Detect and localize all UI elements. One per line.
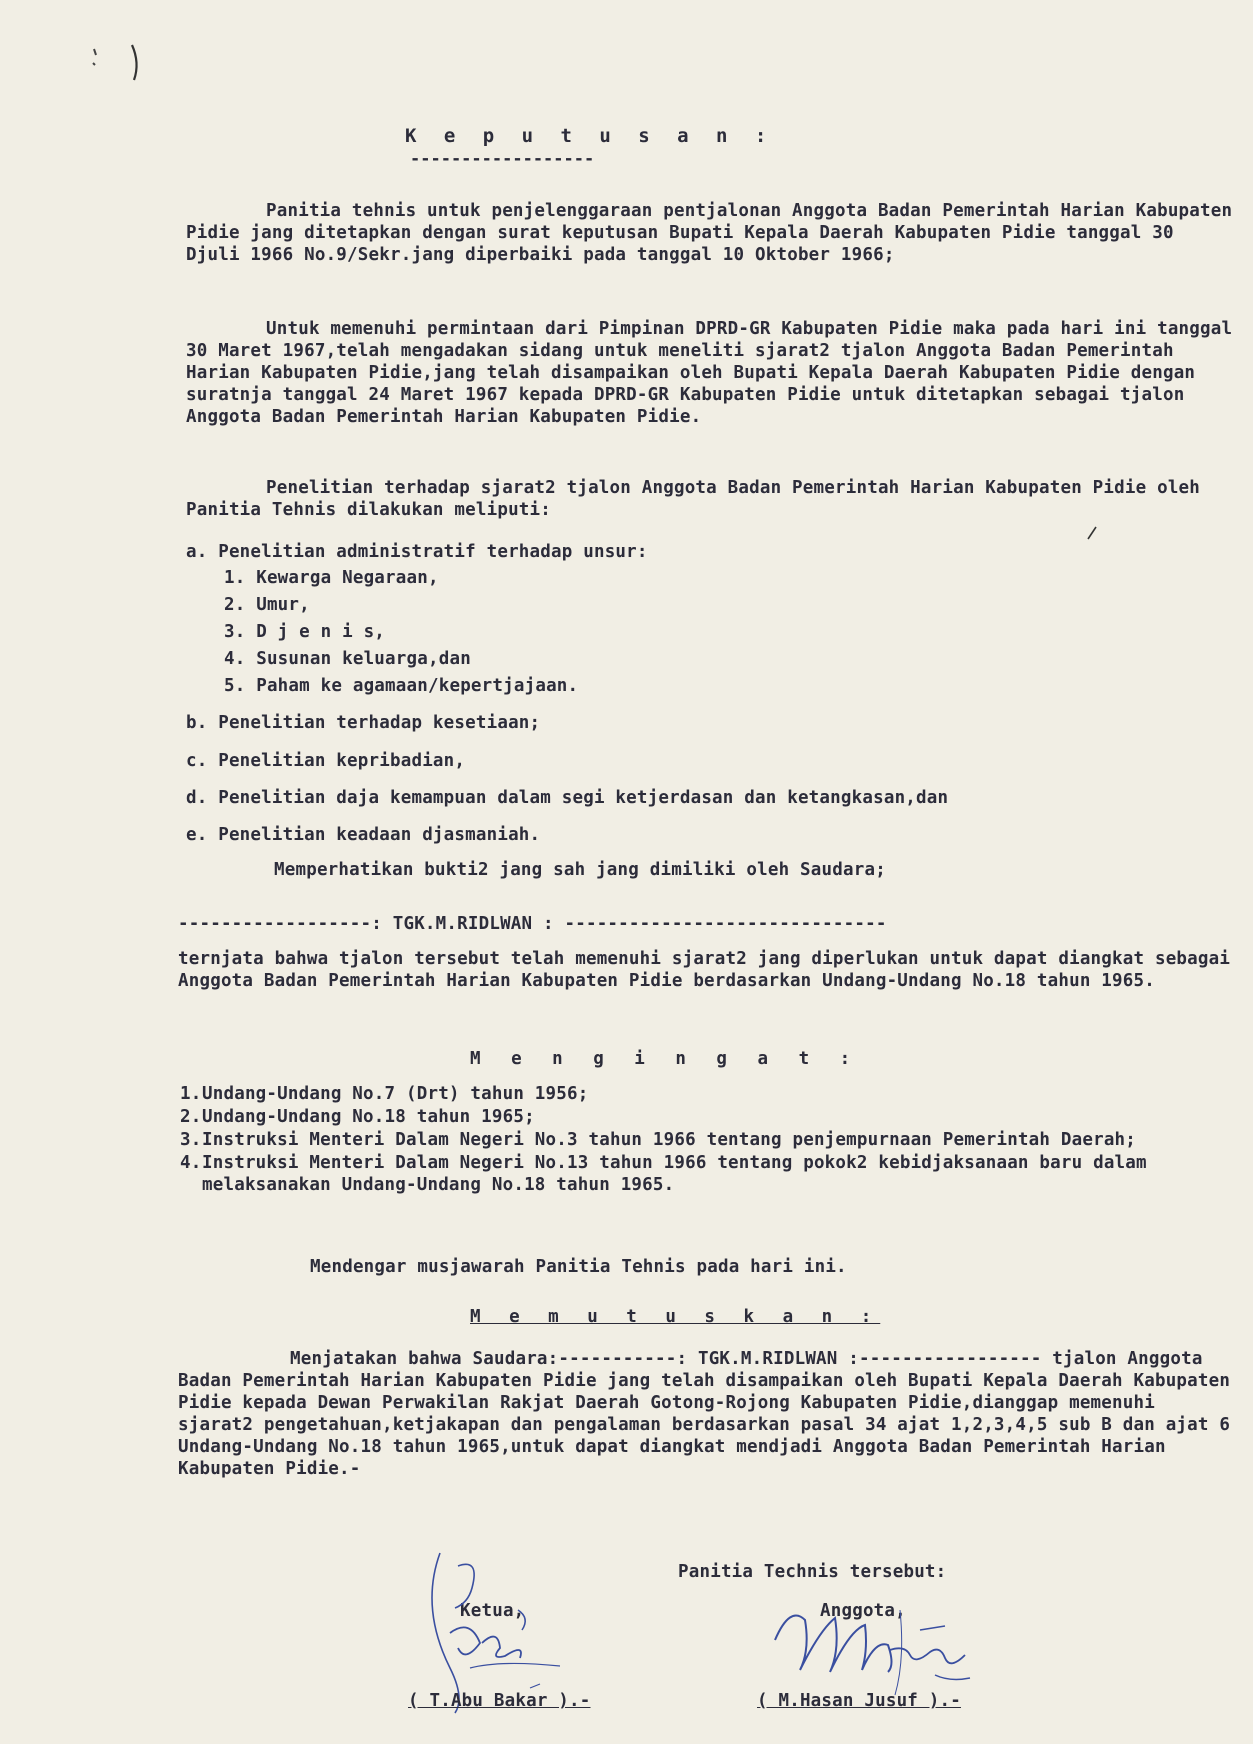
- reference-number: 3.: [180, 1130, 202, 1150]
- paragraph-conclusion: ternjata bahwa tjalon tersebut telah memenuhi sjarat2 jang diperlukan untuk dapat diangkat sebagai Anggota Badan Pemerintah Harian Kabupaten Pidie berdasarkan Undang-Undang No.18 tahun 1965.: [178, 949, 1231, 991]
- committee-label: Panitia Technis tersebut:: [678, 1562, 947, 1582]
- paragraph-intro-text: Panitia tehnis untuk penjelenggaraan pentjalonan Anggota Badan Pemerintah Harian Kabupaten Pidie jang ditetapkan dengan surat keputusan Bupati Kepala Daerah Kabupaten Pidie tanggal 30 Djuli 1966 No.9/Sekr.jang diperbaiki pada tanggal 10 Oktober 1966;: [186, 201, 1233, 265]
- anggota-name: ( M.Hasan Jusuf ).-: [757, 1691, 961, 1711]
- list-d: d. Penelitian daja kemampuan dalam segi ketjerdasan dan ketangkasan,dan: [186, 788, 949, 808]
- reference-number: 4.: [180, 1153, 202, 1173]
- list-item: [180, 1152, 1240, 1196]
- paragraph-decision: [178, 1348, 1238, 1480]
- reference-text: Undang-Undang No.7 (Drt) tahun 1956;: [202, 1084, 589, 1104]
- reference-text: Undang-Undang No.18 tahun 1965;: [202, 1107, 535, 1127]
- mengingat-heading: M e n g i n g a t :: [470, 1049, 861, 1069]
- list-e: e. Penelitian keadaan djasmaniah.: [186, 825, 541, 845]
- title-underline: ------------------: [410, 149, 595, 169]
- anggota-signature: [770, 1590, 990, 1700]
- list-item: [180, 1129, 1240, 1151]
- stray-mark: [1085, 525, 1099, 541]
- paragraph-request: [186, 318, 1236, 428]
- list-item: [180, 1083, 1240, 1105]
- ketua-name: ( T.Abu Bakar ).-: [408, 1691, 591, 1711]
- paragraph-request-text: Untuk memenuhi permintaan dari Pimpinan DPRD-GR Kabupaten Pidie maka pada hari ini tanggal 30 Maret 1967,telah mengadakan sidang untuk meneliti sjarat2 tjalon Anggota Badan Pemerintah Harian Kabupaten Pidie,jang telah disampaikan oleh Bupati Kepala Daerah Kabupaten Pidie dengan suratnja tanggal 24 Maret 1967 kepada DPRD-GR Kabupaten Pidie untuk ditetapkan sebagai tjalon Anggota Badan Pemerintah Harian Kabupaten Pidie.: [186, 319, 1233, 427]
- reference-number: 1.: [180, 1084, 202, 1104]
- list-item: [180, 1106, 1240, 1128]
- memutuskan-heading: M e m u t u s k a n :: [470, 1307, 881, 1327]
- anggota-label: Anggota,: [820, 1601, 906, 1621]
- list-item: 1. Kewarga Negaraan,: [224, 568, 439, 588]
- paragraph-intro: [186, 200, 1236, 266]
- list-a-label: a. Penelitian administratif terhadap unsur:: [186, 542, 648, 562]
- list-item: 3. D j e n i s,: [224, 622, 386, 642]
- candidate-name-line: ------------------: TGK.M.RIDLWAN : ------------------------------: [178, 914, 887, 934]
- list-a: [186, 541, 648, 563]
- margin-mark: [80, 35, 150, 85]
- references-list: [180, 1083, 1240, 1196]
- list-item: 5. Paham ke agamaan/kepertjajaan.: [224, 676, 579, 696]
- ketua-label: Ketua,: [460, 1601, 525, 1621]
- reference-text: Instruksi Menteri Dalam Negeri No.13 tahun 1966 tentang pokok2 kebidjaksanaan baru dalam melaksanakan Undang-Undang No.18 tahun 1965.: [202, 1153, 1147, 1195]
- mendengar-line: Mendengar musjawarah Panitia Tehnis pada hari ini.: [310, 1257, 847, 1277]
- document-title: K e p u t u s a n :: [405, 125, 775, 147]
- list-c: c. Penelitian kepribadian,: [186, 751, 466, 771]
- reference-number: 2.: [180, 1107, 202, 1127]
- paragraph-decision-text: Menjatakan bahwa Saudara:-----------: TGK.M.RIDLWAN :----------------- tjalon Anggota Badan Pemerintah Harian Kabupaten Pidie jang telah disampaikan oleh Bupati Kepala Daerah Kabupaten Pidie kepada Dewan Perwakilan Rakjat Daerah Gotong-Rojong Kabupaten Pidie,dianggap memenuhi sjarat2 pengetahuan,ketjakapan dan pengalaman berdasarkan pasal 34 ajat 1,2,3,4,5 sub B dan ajat 6 Undang-Undang No.18 tahun 1965,untuk dapat diangkat mendjadi Anggota Badan Pemerintah Harian Kabupaten Pidie.-: [178, 1349, 1231, 1479]
- list-b: b. Penelitian terhadap kesetiaan;: [186, 713, 541, 733]
- paragraph-scope: [186, 477, 1236, 521]
- paragraph-scope-text: Penelitian terhadap sjarat2 tjalon Anggota Badan Pemerintah Harian Kabupaten Pidie oleh Panitia Tehnis dilakukan meliputi:: [186, 478, 1201, 520]
- list-item: 4. Susunan keluarga,dan: [224, 649, 471, 669]
- list-item: 2. Umur,: [224, 595, 310, 615]
- reference-text: Instruksi Menteri Dalam Negeri No.3 tahun 1966 tentang penjempurnaan Pemerintah Daerah;: [202, 1130, 1137, 1150]
- memperhatikan-line: Memperhatikan bukti2 jang sah jang dimiliki oleh Saudara;: [274, 860, 886, 880]
